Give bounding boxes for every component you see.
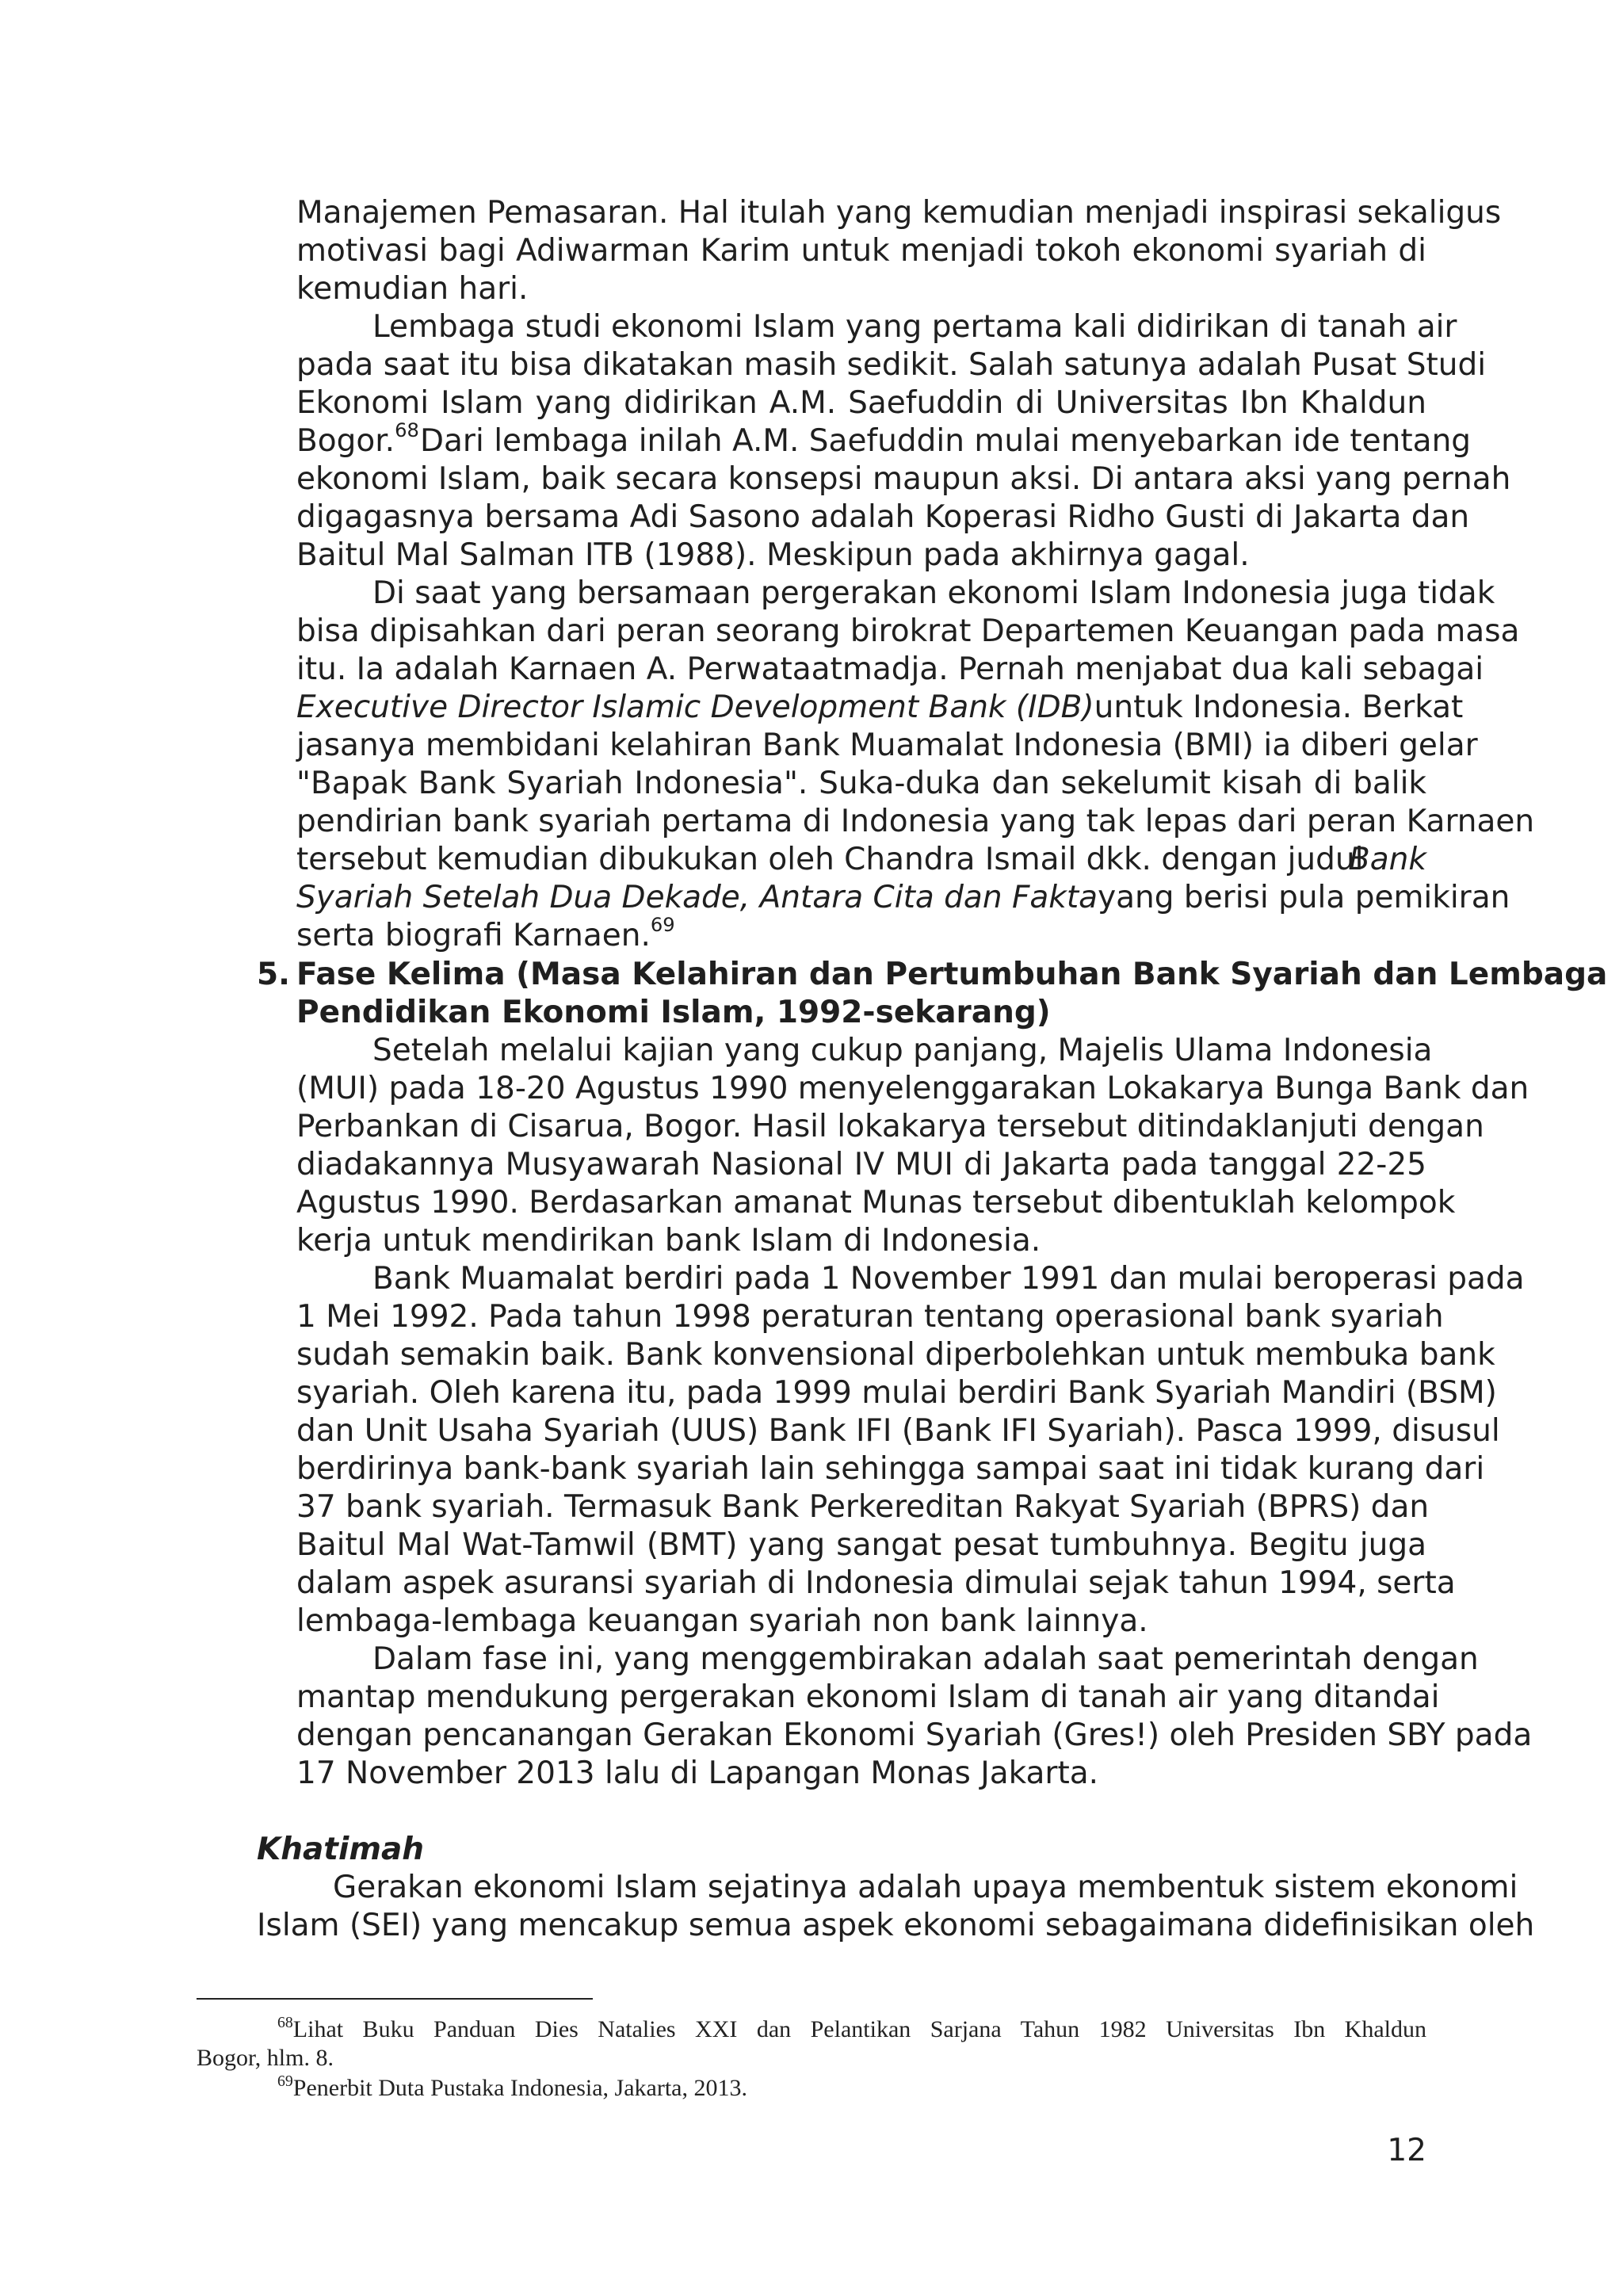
footnote-ref-69[interactable]: 69 [650,913,675,936]
footnote-68 [277,2015,1426,2044]
text-line [296,418,1472,460]
text-fragment-italic: Bank [1349,842,1426,877]
text-line [296,879,1510,917]
text-line: Baitul Mal Salman ITB (1988). Meskipun pada akhirnya gagal. [296,537,1250,573]
text-line: dan Unit Usaha Syariah (UUS) Bank IFI (Bank IFI Syariah). Pasca 1999, disusul [296,1413,1500,1449]
text-line: jasanya membidani kelahiran Bank Muamalat Indonesia (BMI) ia diberi gelar [296,728,1478,763]
section-heading-khatimah: Khatimah [257,1832,425,1867]
text-line: Manajemen Pemasaran. Hal itulah yang kemudian menjadi inspirasi sekaligus [296,195,1502,231]
text-line: 17 November 2013 lalu di Lapangan Monas Jakarta. [296,1755,1099,1791]
text-line: ekonomi Islam, baik secara konsepsi maupun aksi. Di antara aksi yang pernah [296,461,1511,497]
text-line: itu. Ia adalah Karnaen A. Perwataatmadja. Pernah menjabat dua kali sebagai [296,651,1484,687]
text-line: (MUI) pada 18-20 Agustus 1990 menyelenggarakan Lokakarya Bunga Bank dan [296,1071,1529,1106]
text-fragment-italic: Executive Director Islamic Development Bank (IDB) [296,690,1094,725]
text-fragment: untuk Indonesia. Berkat [1094,690,1464,725]
text-line: Perbankan di Cisarua, Bogor. Hasil lokakarya tersebut ditindaklanjuti dengan [296,1109,1484,1144]
text-fragment: Dari lembaga inilah A.M. Saefuddin mulai menyebarkan ide tentang [420,423,1472,459]
text-line: digagasnya bersama Adi Sasono adalah Koperasi Ridho Gusti di Jakarta dan [296,499,1470,535]
text-line: 1 Mei 1992. Pada tahun 1998 peraturan tentang operasional bank syariah [296,1299,1444,1335]
section-number: 5. [257,957,290,992]
text-line: pendirian bank syariah pertama di Indonesia yang tak lepas dari peran Karnaen [296,804,1535,839]
text-line: dengan pencanangan Gerakan Ekonomi Syariah (Gres!) oleh Presiden SBY pada [296,1717,1533,1753]
footnote-69 [277,2074,747,2103]
text-line: syariah. Oleh karena itu, pada 1999 mulai berdiri Bank Syariah Mandiri (BSM) [296,1375,1497,1411]
text-line: kemudian hari. [296,271,529,307]
text-line: "Bapak Bank Syariah Indonesia". Suka-duka dan sekelumit kisah di balik [296,766,1426,801]
text-line: bisa dipisahkan dari peran seorang birokrat Departemen Keuangan pada masa [296,613,1520,649]
text-fragment-italic: Syariah Setelah Dua Dekade, Antara Cita dan Fakta [296,880,1098,915]
text-line: 37 bank syariah. Termasuk Bank Perkereditan Rakyat Syariah (BPRS) dan [296,1489,1430,1525]
text-fragment: yang berisi pula pemikiran [1098,880,1510,915]
text-fragment: Bogor. [296,423,395,459]
footnote-separator [197,1998,593,2000]
text-line: berdirinya bank-bank syariah lain sehingga sampai saat ini tidak kurang dari [296,1451,1485,1487]
text-line [296,913,675,955]
text-line: Setelah melalui kajian yang cukup panjang, Majelis Ulama Indonesia [372,1033,1433,1068]
text-line [296,841,1426,879]
text-line: Islam (SEI) yang mencakup semua aspek ekonomi sebagaimana didefinisikan oleh [257,1908,1535,1943]
text-line: Agustus 1990. Berdasarkan amanat Munas tersebut dibentuklah kelompok [296,1185,1456,1221]
footnote-ref-68[interactable]: 68 [395,418,419,441]
page-number: 12 [1387,2133,1426,2168]
text-line: diadakannya Musyawarah Nasional IV MUI di Jakarta pada tanggal 22-25 [296,1147,1426,1182]
section-heading: Fase Kelima (Masa Kelahiran dan Pertumbuhan Bank Syariah dan Lembaga [296,957,1608,992]
text-fragment: serta biografi Karnaen. [296,918,651,953]
text-line: lembaga-lembaga keuangan syariah non bank lainnya. [296,1603,1148,1639]
text-line: pada saat itu bisa dikatakan masih sedikit. Salah satunya adalah Pusat Studi [296,347,1487,383]
text-line: Lembaga studi ekonomi Islam yang pertama kali didirikan di tanah air [372,309,1457,345]
text-line [296,689,1464,727]
text-line: Ekonomi Islam yang didirikan A.M. Saefuddin di Universitas Ibn Khaldun [296,385,1426,421]
footnote-number: 69 [277,2073,293,2091]
section-heading: Pendidikan Ekonomi Islam, 1992-sekarang) [296,995,1051,1030]
text-line: mantap mendukung pergerakan ekonomi Islam di tanah air yang ditandai [296,1679,1440,1715]
footnote-68-continued: Bogor, hlm. 8. [197,2045,334,2071]
text-line: sudah semakin baik. Bank konvensional diperbolehkan untuk membuka bank [296,1337,1495,1373]
text-line: kerja untuk mendirikan bank Islam di Indonesia. [296,1223,1041,1259]
text-line: Di saat yang bersamaan pergerakan ekonomi Islam Indonesia juga tidak [372,575,1495,611]
footnote-text: Penerbit Duta Pustaka Indonesia, Jakarta, 2013. [292,2075,747,2101]
text-line: Bank Muamalat berdiri pada 1 November 1991 dan mulai beroperasi pada [372,1261,1525,1297]
text-line: dalam aspek asuransi syariah di Indonesia dimulai sejak tahun 1994, serta [296,1565,1456,1601]
text-line: Baitul Mal Wat-Tamwil (BMT) yang sangat pesat tumbuhnya. Begitu juga [296,1527,1426,1563]
footnote-number: 68 [277,2014,293,2032]
text-fragment: tersebut kemudian dibukukan oleh Chandra Ismail dkk. dengan judul [296,842,1364,877]
text-line: Gerakan ekonomi Islam sejatinya adalah upaya membentuk sistem ekonomi [333,1870,1518,1905]
footnote-text: Lihat Buku Panduan Dies Natalies XXI dan Pelantikan Sarjana Tahun 1982 Universitas Ibn Khaldun [292,2016,1426,2042]
text-line: motivasi bagi Adiwarman Karim untuk menjadi tokoh ekonomi syariah di [296,233,1426,269]
text-line: Dalam fase ini, yang menggembirakan adalah saat pemerintah dengan [372,1641,1479,1677]
